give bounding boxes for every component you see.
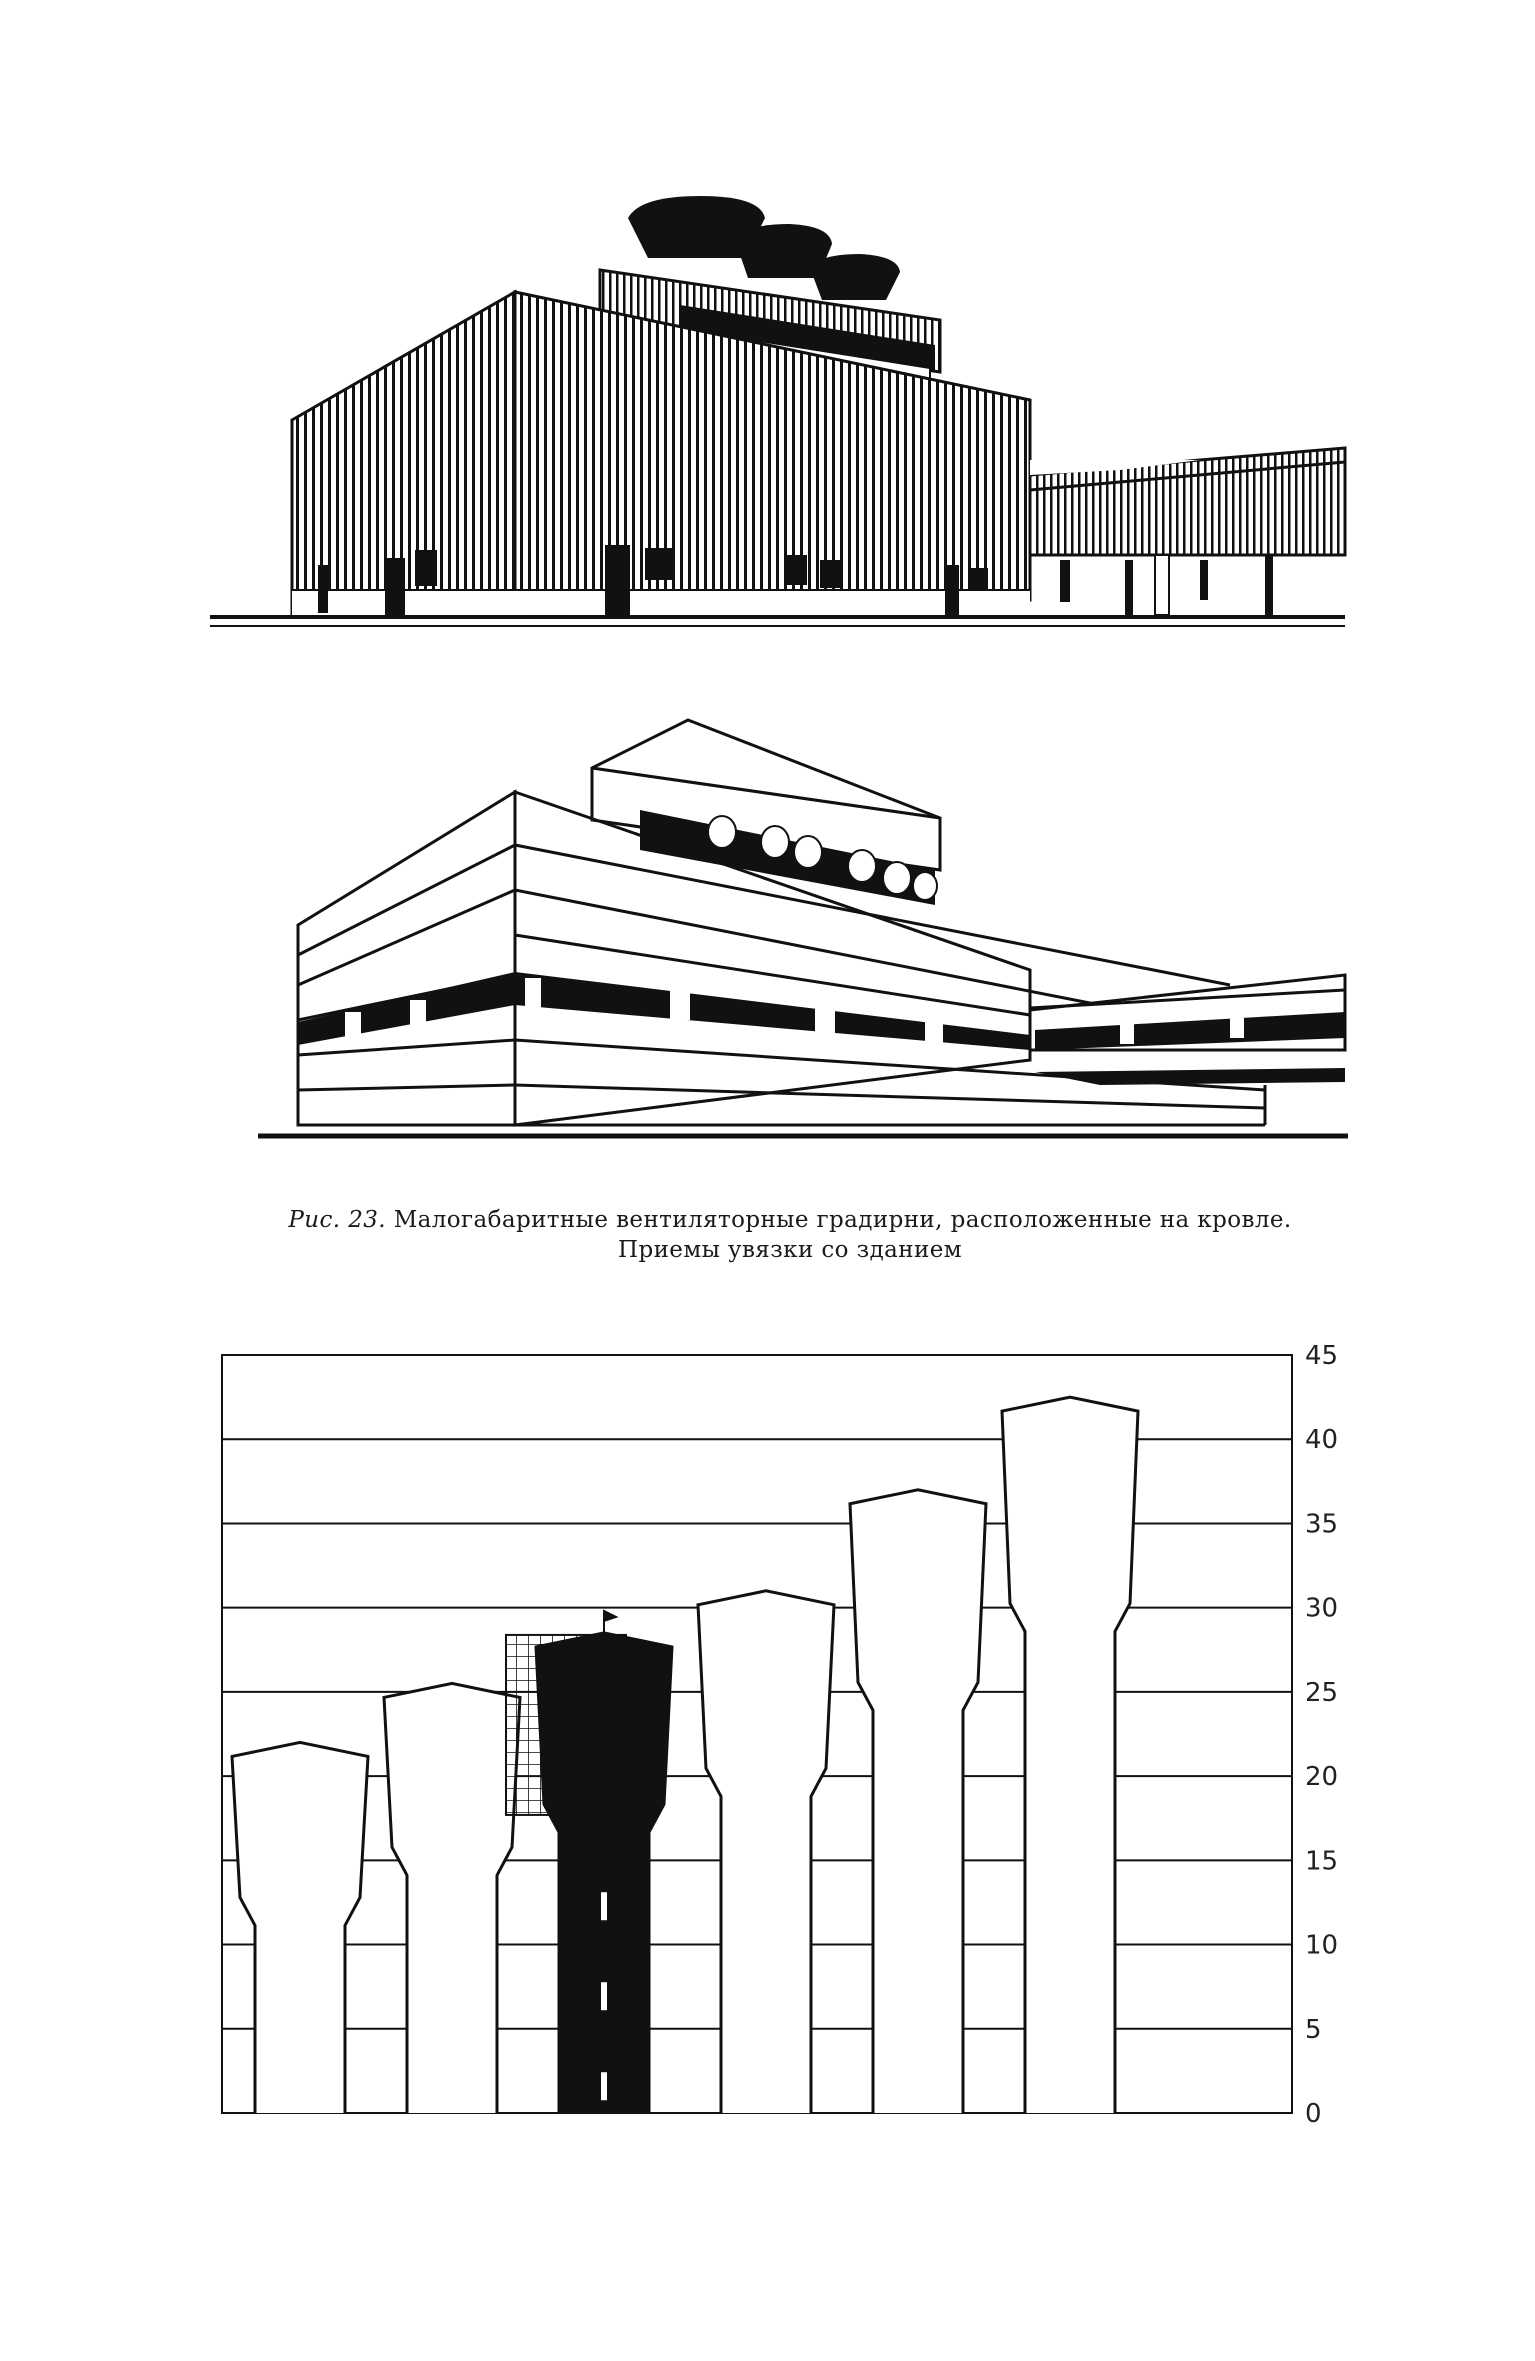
y-tick-label: 25 (1305, 1677, 1339, 1708)
caption-title: Малогабаритные вентиляторные градирни, расположенные на кровле. (393, 1207, 1292, 1233)
tower-flag (604, 1611, 616, 1633)
water-tower-chart (222, 1341, 1338, 2190)
tower-bar (1002, 1397, 1138, 2113)
tower-bar-highlighted (536, 1633, 672, 2113)
y-tick-label: 30 (1305, 1593, 1339, 1624)
y-tick-label: 5 (1305, 2014, 1322, 2045)
y-tick-label: 40 (1305, 1425, 1339, 1456)
tower-bar (232, 1742, 368, 2113)
caption-line-2: Приемы увязки со зданием (618, 1237, 962, 1263)
tower-bar (850, 1490, 986, 2113)
y-tick-label: 15 (1305, 1846, 1339, 1877)
shaft-window (601, 2072, 607, 2100)
caption-label: Рис. 23. (288, 1207, 386, 1233)
y-tick-label: 20 (1305, 1762, 1339, 1793)
shaft-window (601, 2162, 607, 2190)
y-tick-label: 10 (1305, 1930, 1339, 1961)
y-tick-label: 35 (1305, 1509, 1339, 1540)
y-tick-label: 45 (1305, 1341, 1339, 1371)
drawing-building-cooling-towers (210, 196, 1345, 626)
y-tick-label: 0 (1305, 2099, 1322, 2129)
tower-bar (384, 1683, 520, 2113)
shaft-window (601, 1982, 607, 2010)
shaft-window (601, 1892, 607, 1920)
chart-y-ticks (1305, 1341, 1338, 2129)
tower-bar (698, 1591, 834, 2113)
chart-bars (232, 1397, 1138, 2190)
drawing-building-banded (258, 720, 1348, 1136)
figure-caption (200, 1205, 1380, 1265)
caption-line-1 (200, 1205, 1380, 1235)
